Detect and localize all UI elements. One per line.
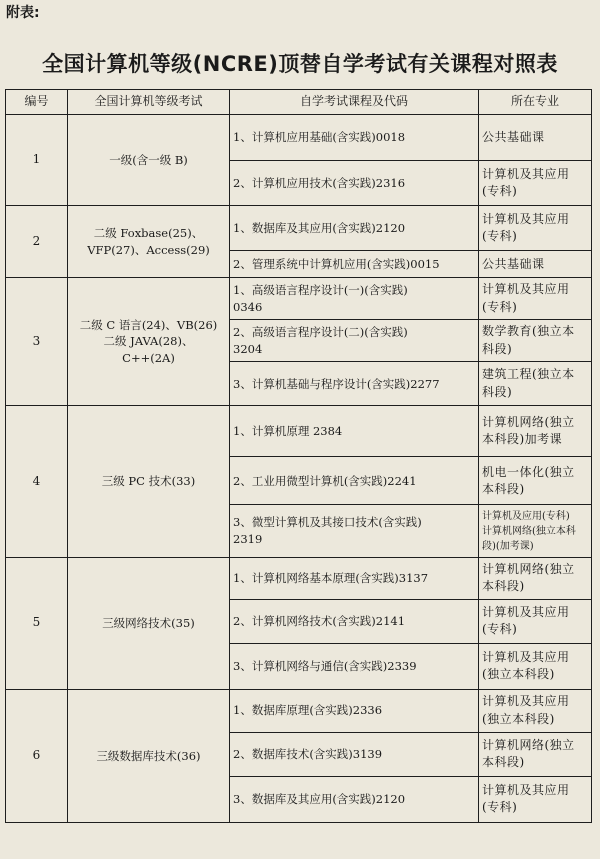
major-cell <box>479 776 592 822</box>
major-line: 计算机网络(独立 <box>482 737 575 752</box>
major-line: 计算机及其应用 <box>482 694 570 709</box>
course-cell: 2、数据库技术(含实践)3139 <box>230 732 479 776</box>
table-header-row <box>6 90 592 115</box>
ncre-level-cell: 三级网络技术(35) <box>68 557 230 689</box>
major-line: 本科段) <box>482 481 525 496</box>
major-line: (专科) <box>482 229 518 244</box>
page-title: 全国计算机等级(NCRE)顶替自学考试有关课程对照表 <box>42 52 558 76</box>
major-line: 段)(加考课) <box>482 540 534 552</box>
major-cell <box>479 732 592 776</box>
ncre-level-cell: 一级(含一级 B) <box>68 115 230 206</box>
table-row <box>6 115 592 161</box>
major-line: 科段) <box>482 341 513 356</box>
major-line: 计算机及其应用 <box>482 783 570 797</box>
row-number: 1 <box>6 115 68 206</box>
major-line: 计算机及其应用 <box>482 282 570 297</box>
header-major: 所在专业 <box>479 90 592 115</box>
major-cell <box>479 161 592 206</box>
header-number: 编号 <box>6 90 68 115</box>
major-cell <box>479 457 592 505</box>
major-line: 本科段) <box>482 755 525 770</box>
major-line: 计算机及其应用 <box>482 211 570 226</box>
course-mapping-table <box>5 89 592 823</box>
ncre-level-cell: 二级 C 语言(24)、VB(26) 二级 JAVA(28)、 C++(2A) <box>68 278 230 406</box>
major-line: 计算机及其应用 <box>482 649 570 664</box>
table-row <box>6 557 592 599</box>
course-cell: 1、计算机网络基本原理(含实践)3137 <box>230 557 479 599</box>
table-row <box>6 206 592 251</box>
course-cell: 3、计算机基础与程序设计(含实践)2277 <box>230 362 479 406</box>
major-line: 计算机及其应用 <box>482 604 570 619</box>
major-line: 数学教育(独立本 <box>482 324 575 339</box>
course-cell: 1、数据库原理(含实践)2336 <box>230 689 479 732</box>
appendix-label: 附表: <box>6 5 40 21</box>
row-number: 5 <box>6 557 68 689</box>
major-line: 计算机网络(独立 <box>482 415 575 429</box>
major-cell <box>479 643 592 689</box>
major-line: (专科) <box>482 800 518 815</box>
major-line: 公共基础课 <box>482 129 545 144</box>
course-cell: 2、计算机应用技术(含实践)2316 <box>230 161 479 206</box>
course-cell: 3、计算机网络与通信(含实践)2339 <box>230 643 479 689</box>
major-cell <box>479 362 592 406</box>
major-line: 公共基础课 <box>482 256 545 271</box>
course-cell: 2、计算机网络技术(含实践)2141 <box>230 599 479 643</box>
major-cell <box>479 599 592 643</box>
major-cell <box>479 320 592 362</box>
major-cell <box>479 505 592 557</box>
major-cell <box>479 689 592 732</box>
header-self-exam-course: 自学考试课程及代码 <box>230 90 479 115</box>
course-cell: 3、微型计算机及其接口技术(含实践) 2319 <box>230 505 479 557</box>
ncre-level-cell: 三级数据库技术(36) <box>68 689 230 822</box>
header-ncre-level: 全国计算机等级考试 <box>68 90 230 115</box>
major-cell <box>479 278 592 320</box>
major-cell <box>479 206 592 251</box>
major-line: 计算机及应用(专科) <box>482 510 570 522</box>
major-line: 科段) <box>482 384 513 399</box>
major-line: 计算机网络(独立本科 <box>482 525 576 537</box>
major-line: 本科段)加考课 <box>482 432 563 447</box>
row-number: 2 <box>6 206 68 278</box>
major-line: 机电一体化(独立 <box>482 464 575 479</box>
major-line: (专科) <box>482 622 518 637</box>
major-cell <box>479 406 592 457</box>
major-line: (专科) <box>482 299 518 314</box>
table-row <box>6 278 592 320</box>
table-row <box>6 689 592 732</box>
course-cell: 3、数据库及其应用(含实践)2120 <box>230 776 479 822</box>
row-number: 3 <box>6 278 68 406</box>
major-line: 本科段) <box>482 579 525 594</box>
major-line: 计算机及其应用 <box>482 166 570 181</box>
major-cell <box>479 557 592 599</box>
row-number: 4 <box>6 406 68 557</box>
table-row <box>6 406 592 457</box>
course-cell: 1、数据库及其应用(含实践)2120 <box>230 206 479 251</box>
course-cell: 2、工业用微型计算机(含实践)2241 <box>230 457 479 505</box>
row-number: 6 <box>6 689 68 822</box>
major-line: 计算机网络(独立 <box>482 561 575 576</box>
major-cell <box>479 115 592 161</box>
course-cell: 1、计算机应用基础(含实践)0018 <box>230 115 479 161</box>
course-cell: 2、管理系统中计算机应用(含实践)0015 <box>230 251 479 278</box>
table-body <box>6 115 592 823</box>
major-line: (独立本科段) <box>482 711 555 726</box>
course-cell: 1、高级语言程序设计(一)(含实践) 0346 <box>230 278 479 320</box>
major-line: 建筑工程(独立本 <box>482 367 575 382</box>
course-cell: 2、高级语言程序设计(二)(含实践) 3204 <box>230 320 479 362</box>
ncre-level-cell: 二级 Foxbase(25)、 VFP(27)、Access(29) <box>68 206 230 278</box>
course-cell: 1、计算机原理 2384 <box>230 406 479 457</box>
major-line: (专科) <box>482 184 518 199</box>
major-line: (独立本科段) <box>482 667 555 682</box>
major-cell <box>479 251 592 278</box>
ncre-level-cell: 三级 PC 技术(33) <box>68 406 230 557</box>
